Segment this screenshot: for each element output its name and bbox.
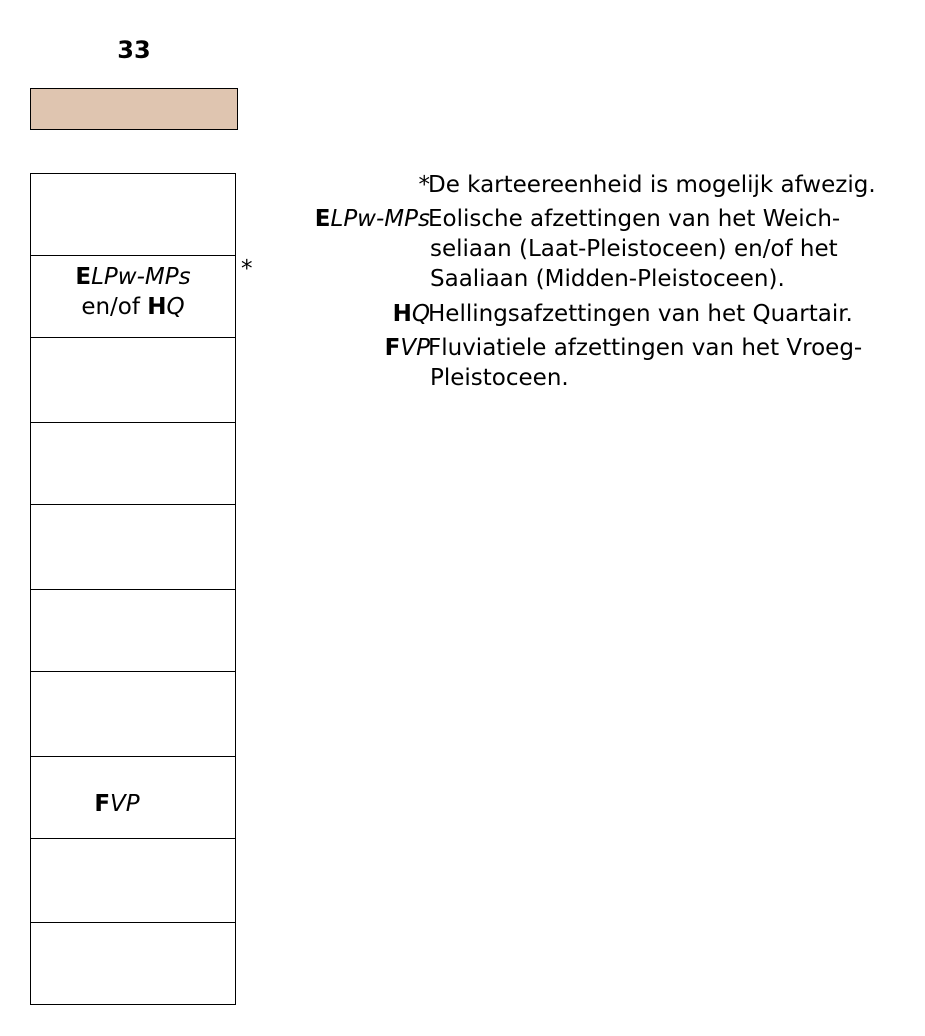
color-swatch xyxy=(30,88,238,130)
column-cell-10 xyxy=(30,922,236,1005)
column-cell-5 xyxy=(30,504,236,591)
legend-star-text: De karteereenheid is mogelijk afwezig. xyxy=(428,172,876,198)
column-cell-3 xyxy=(30,337,236,424)
legend-star-symbol: * xyxy=(418,172,430,198)
column-cell-6 xyxy=(30,589,236,673)
legend-fvp-line2: Pleistoceen. xyxy=(430,365,569,391)
legend-fvp-code: FVP xyxy=(384,335,430,361)
legend-elpw-code: ELPw-MPs xyxy=(314,206,430,232)
cell-2-label-line1: ELPw-MPs xyxy=(75,264,191,290)
legend-elpw-line3: Saaliaan (Midden-Pleistoceen). xyxy=(430,266,785,292)
legend-elpw-line2: seliaan (Laat-Pleistoceen) en/of het xyxy=(430,236,838,262)
legend-hq-code: HQ xyxy=(392,301,430,327)
column-cell-1 xyxy=(30,173,236,257)
column-cell-8 xyxy=(30,756,236,840)
column-cell-4 xyxy=(30,422,236,506)
absence-marker: * xyxy=(241,256,253,282)
legend-elpw-line1: Eolische afzettingen van het Weich- xyxy=(428,206,841,232)
column-cell-9 xyxy=(30,838,236,924)
cell-2-label-line2: en/of HQ xyxy=(81,294,185,320)
column-cell-2 xyxy=(30,255,236,339)
cell-8-label: FVP xyxy=(94,791,140,817)
column-number: 33 xyxy=(117,36,151,64)
legend-hq-line1: Hellingsafzettingen van het Quartair. xyxy=(428,301,853,327)
column-cell-7 xyxy=(30,671,236,758)
legend-fvp-line1: Fluviatiele afzettingen van het Vroeg- xyxy=(428,335,863,361)
